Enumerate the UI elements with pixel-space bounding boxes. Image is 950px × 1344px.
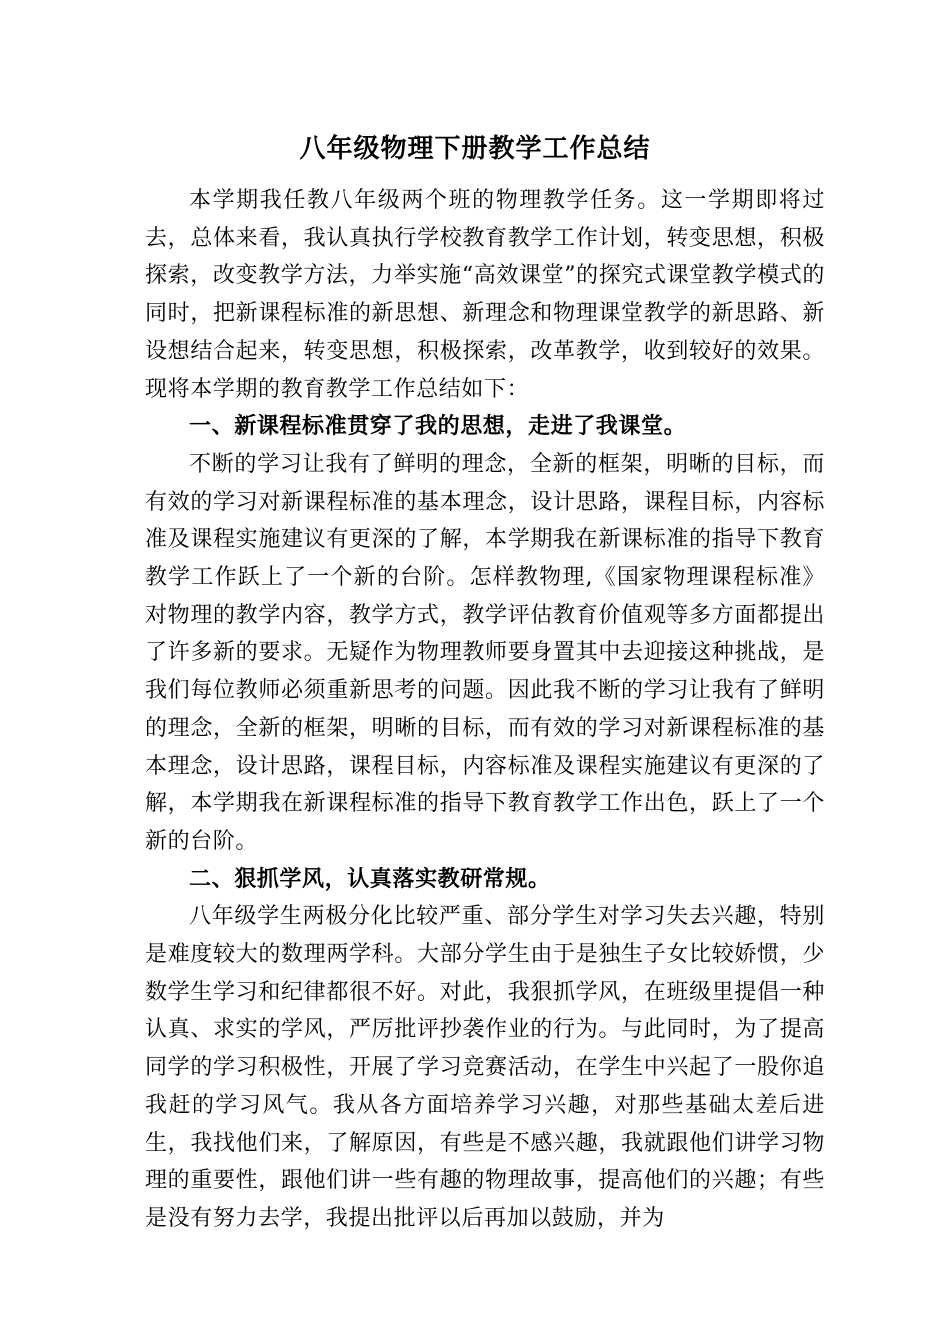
document-body <box>145 182 825 1238</box>
section-1-paragraph: 不断的学习让我有了鲜明的理念，全新的框架，明晰的目标，而有效的学习对新课程标准的基本理念，设计思路，课程目标，内容标准及课程实施建议有更深的了解，本学期我在新课标准的指导下教育教学工作跃上了一个新的台阶。怎样教物理,《国家物理课程标准》对物理的教学内容，教学方式，教学评估教育价值观等多方面都提出了许多新的要求。无疑作为物理教师要身置其中去迎接这种挑战，是我们每位教师必须重新思考的问题。因此我不断的学习让我有了鲜明的理念，全新的框架，明晰的目标，而有效的学习对新课程标准的基本理念，设计思路，课程目标，内容标准及课程实施建议有更深的了解，本学期我在新课程标准的指导下教育教学工作出色，跃上了一个新的台阶。 <box>145 451 825 854</box>
section-2-paragraph: 八年级学生两极分化比较严重、部分学生对学习失去兴趣，特别是难度较大的数理两学科。大部分学生由于是独生子女比较娇惯，少数学生学习和纪律都很不好。对此，我狠抓学风，在班级里提倡一种认真、求实的学风，严厉批评抄袭作业的行为。与此同时，为了提高同学的学习积极性，开展了学习竞赛活动，在学生中兴起了一股你追我赶的学习风气。我从各方面培养学习兴趣，对那些基础太差后进生，我找他们来，了解原因，有些是不感兴趣，我就跟他们讲学习物理的重要性，跟他们讲一些有趣的物理故事，提高他们的兴趣；有些是没有努力去学，我提出批评以后再加以鼓励，并为 <box>145 904 825 1231</box>
section-heading-2: 二、狠抓学风，认真落实教研常规。 <box>189 865 551 892</box>
document-title: 八年级物理下册教学工作总结 <box>299 134 651 164</box>
intro-paragraph: 本学期我任教八年级两个班的物理教学任务。这一学期即将过去，总体来看，我认真执行学校教育教学工作计划，转变思想，积极探索，改变教学方法，力举实施“高效课堂”的探究式课堂教学模式的同时，把新课程标准的新思想、新理念和物理课堂教学的新思路、新设想结合起来，转变思想，积极探索，改革教学，收到较好的效果。现将本学期的教育教学工作总结如下： <box>145 188 825 402</box>
section-heading-1: 一、新课程标准贯穿了我的思想，走进了我课堂。 <box>189 413 687 440</box>
